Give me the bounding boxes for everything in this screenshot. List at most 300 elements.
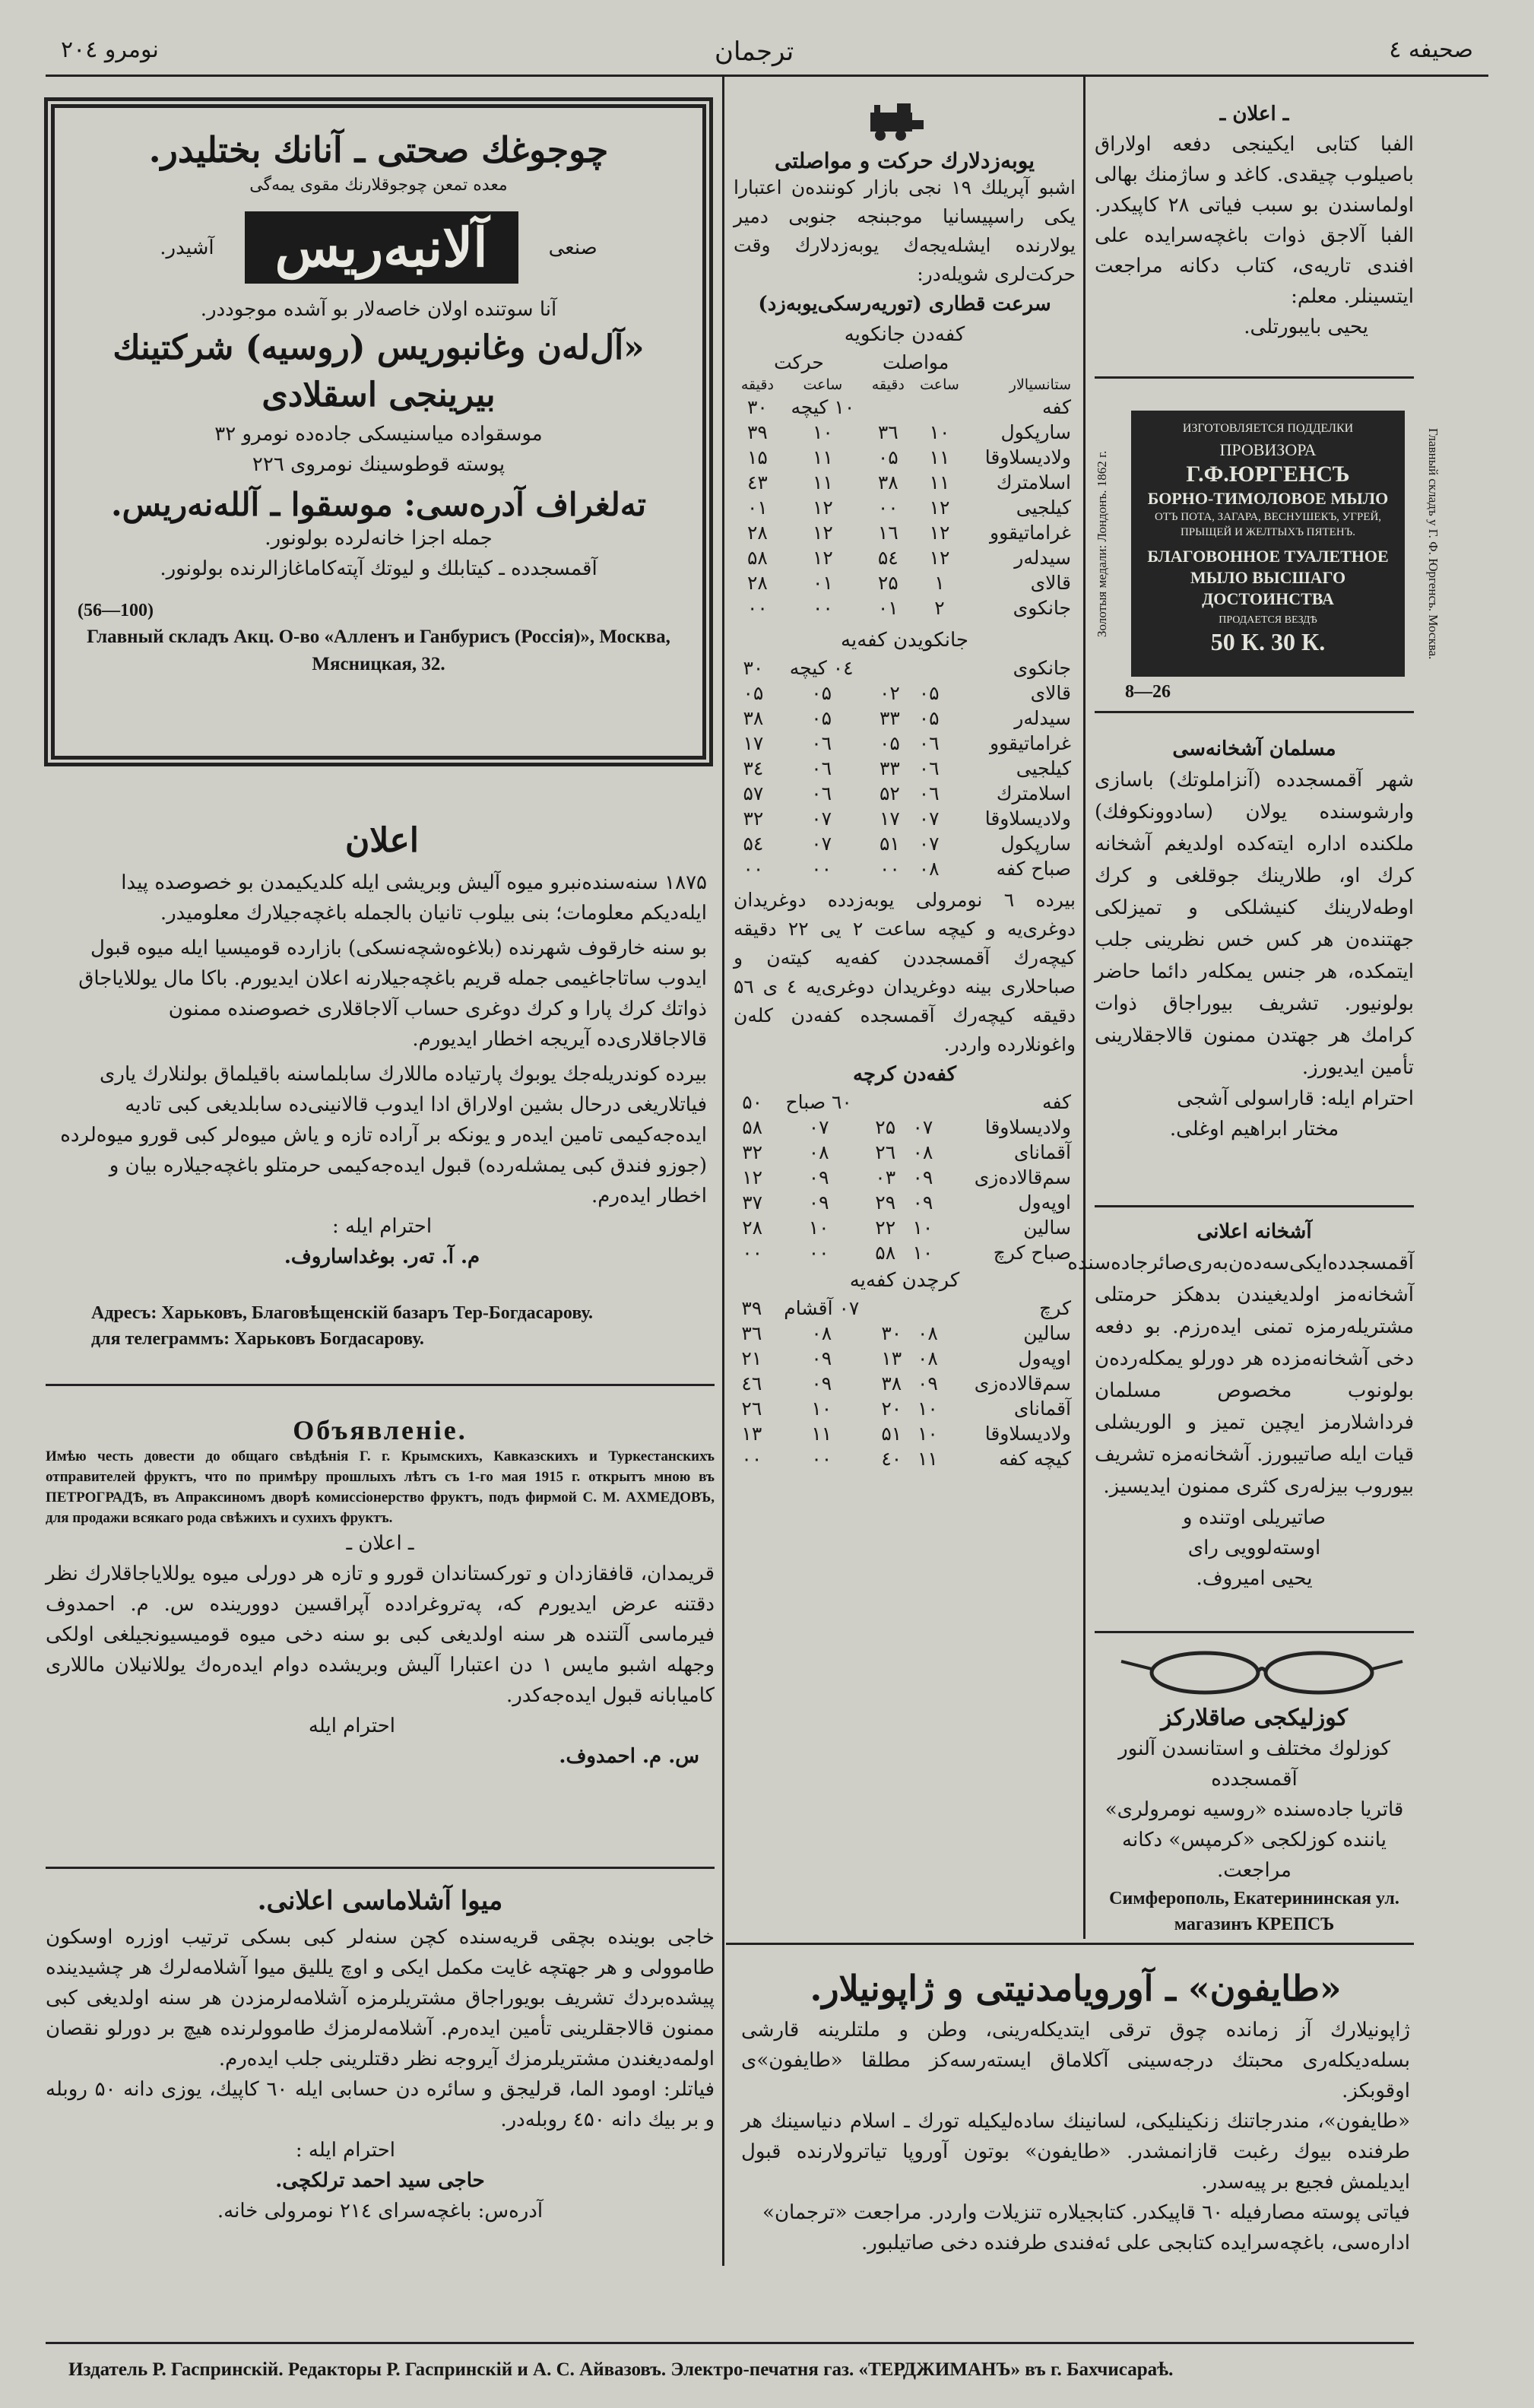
- station-name: اسلامترك: [996, 471, 1071, 493]
- time-cell: ۱۲: [742, 1166, 763, 1188]
- time-cell: [910, 1296, 946, 1321]
- ad-title: کوزلیکجی صاقلارکز: [1160, 1705, 1349, 1731]
- address-2: پوسته قوطوسینك نومرو‌ی ۲۲٦: [252, 453, 506, 476]
- page-header: [46, 29, 1488, 77]
- ad-sign-line: صاتیریلی اوتنده و: [1182, 1506, 1326, 1529]
- ad-alphabet-book: [1095, 99, 1414, 342]
- ad-fruit-grafting: [46, 1886, 715, 2226]
- soap-side-right: Главный складъ у Г. Ф. Юргенсъ. Москва.: [1426, 427, 1441, 660]
- ad-title: آشخانه اعلانی: [1196, 1220, 1312, 1243]
- time-cell: ۱۲: [812, 547, 833, 569]
- station-name: غراماتیقوو: [990, 732, 1071, 754]
- time-cell: ۱۰: [808, 1217, 829, 1239]
- time-cell: ۰۱: [812, 572, 833, 594]
- time-cell: ۵۰: [742, 1091, 763, 1113]
- station-name: ولادیسلاوقا: [984, 1116, 1071, 1138]
- timetable-title: یوبەزدلارك حرکت و مواصلتی: [774, 148, 1035, 173]
- col-hour: ساعت: [920, 376, 959, 393]
- column-rule-left: [722, 76, 724, 2266]
- time-cell: ۳۳: [879, 707, 900, 729]
- time-cell: ۲۹: [875, 1191, 896, 1214]
- brand-label: صنعی: [548, 236, 597, 259]
- time-cell: ۰۰: [743, 858, 764, 880]
- time-cell: ۱۲: [929, 547, 950, 569]
- telegraph-address: تەلغراف آدرەسی: موسقوا ـ آللەنەریس.: [110, 486, 647, 523]
- time-cell: ۰۵: [879, 732, 900, 754]
- time-cell: ۵۱: [881, 1423, 902, 1445]
- timetable-row: [734, 1090, 1076, 1115]
- time-cell: ۲۰: [881, 1398, 902, 1420]
- time-cell: ۰۰: [879, 858, 900, 880]
- time-cell: ۵۸: [875, 1242, 896, 1264]
- timetable-row: [734, 1321, 1076, 1346]
- time-cell: ۱۳: [881, 1347, 902, 1369]
- paper-name: ترجمان: [715, 36, 794, 67]
- timetable-row: [734, 1115, 1076, 1140]
- time-cell: ۳۰: [881, 1322, 902, 1344]
- ad-signature: یحیی امیروف.: [1196, 1567, 1313, 1590]
- column-rule-right: [1083, 76, 1086, 1939]
- address-1: موسقواده میاسنیسکی جاده‌ده نومرو ۳۲: [214, 423, 543, 446]
- time-cell: ۰۷: [918, 833, 940, 855]
- time-cell: ۱: [934, 572, 945, 594]
- time-cell: ۳٦: [877, 421, 899, 443]
- brand-suffix: آشیدر.: [160, 236, 214, 259]
- station-name: سم‌قالاده‌زی: [974, 1166, 1071, 1188]
- time-cell: ۰۵: [918, 707, 940, 729]
- time-cell: ۳٦: [741, 1322, 762, 1344]
- col-arrival: مواصلت: [882, 351, 949, 373]
- timetable-row: [734, 495, 1076, 520]
- time-cell: ۱۳: [741, 1423, 762, 1445]
- train-icon: [867, 97, 927, 143]
- ad-title: «طایفون» ـ آورویامدنیتی و ژاپونیلار.: [810, 1968, 1342, 2009]
- time-cell: ۱۰ کیچه: [791, 396, 855, 418]
- company-name: «آل‌له‌ن وغانبوریس (روسیه) شرکتینك بیرینجی اسقلادی: [113, 328, 645, 414]
- timetable-note: بیرده ٦ نومرولی یوبەزدده دوغریدان دوغری‌یه و کیچه ساعت ۲ یی ۲۲ دقیقه کیچه‌رك آقمسجددن کفه‌یه کیتەن و صباحلاری بینه دوغریدان دوغری‌یه ٤ ی ۵٦ دقیقه کیچه‌رك آقمسجده کفه‌دن کلەن واغونلارده واردر.: [734, 889, 1076, 1055]
- ad-respect: احترام ایله: [308, 1715, 395, 1737]
- station-name: آقمانای: [1013, 1398, 1071, 1420]
- divider: [46, 1867, 715, 1869]
- station-name: کفه: [1042, 396, 1071, 418]
- time-cell: ۱۱: [929, 471, 950, 493]
- time-cell: ۱۱: [812, 446, 833, 468]
- ad-ahmedov: [46, 1414, 715, 1772]
- time-cell: ۰۹: [912, 1166, 933, 1188]
- timetable-row: [734, 1371, 1076, 1396]
- time-cell: ۱۰: [812, 421, 833, 443]
- time-cell: ۰۱: [877, 597, 899, 619]
- ad-title: مسلمان آشخانه‌سی: [1172, 738, 1336, 760]
- timetable-row: [734, 1396, 1076, 1421]
- time-cell: ۰۸: [808, 1141, 829, 1163]
- divider: [726, 1943, 1414, 1945]
- time-cell: ۲٦: [741, 1398, 762, 1420]
- ad-text: قاتریا جاده‌سنده «روسیه نومرولری» یاننده کوزلکجی «کرمپس» دکانه مراجعت.: [1105, 1798, 1404, 1882]
- time-cell: ۰۷ آقشام: [784, 1297, 860, 1319]
- ad-soap: [1131, 411, 1405, 677]
- time-cell: ۳۲: [743, 807, 764, 830]
- ad-paragraph-3: بیرده کوندریلەجك یوبوك پارتیاده ماللارك سابلماسنه باقیلماق بولنلارك یاری فیاتلاریغی درحال بشین اولاراق ادا ایدوب قالانینی‌ده سابلدیغی کبی تادیه ایده‌جه‌کیمی تامین ایدەر و یونکه بر آراده تازه و یاش میوه‌لر کبی قورو میوه‌لرده (جوزو فندق کبی یمشله‌ر‌ده) قبول ایده‌جه‌کیمی حرمتلو باغچه‌جیلارە بیان و اخطار ایدەرم.: [60, 1063, 707, 1207]
- time-cell: ۰۰: [742, 1242, 763, 1264]
- russian-telegram: для телеграммъ: Харьковъ Богдасарову.: [91, 1329, 424, 1349]
- time-cell: ۰۹: [912, 1191, 933, 1214]
- ad-shop-ru: магазинъ КРЕПСЪ: [1174, 1915, 1335, 1934]
- ad-paragraph-1: ۱۸۷۵ سنەسندەنبرو میوه آلیش وبریشی ایله کلدیکیمدن بو خصوصده پیدا ایله‌دیکم معلومات؛ بنی بیلوب تانیان بالجمله باغچه‌جیلارك معلومیدر.: [121, 871, 707, 925]
- timetable-row: [734, 856, 1076, 881]
- ad-line4: جمله اجزا خانه‌لرده بولونور.: [265, 527, 493, 550]
- timetable-row: [734, 655, 1076, 681]
- ad-text-russian: Имѣю честь довести до общаго свѣдѣнія Г. г. Крымскихъ, Кавказскихъ и Туркестанскихъ отправителей фруктъ, что по примѣру прошлыхъ лѣтъ съ 1-го мая 1915 г. открытъ мною въ ПЕТРОГРАДѢ, въ Апраксиномъ дворѣ комиссіонерство фруктъ, подъ фирмой С. М. АХМЕДОВЪ, для продажи всякаго рода свѣжихъ и сухихъ фруктъ.: [46, 1448, 715, 1526]
- ad-paragraph-3: فیاتی پوسته مصارفیله ٦۰ قاپیکدر. کتابجیلارە تنزیلات واردر. مراجعت «ترجمان»: [762, 2201, 1410, 2224]
- footer-imprint: Издатель Р. Гаспринскій. Редакторы Р. Гаспринскій и А. С. Айвазовъ. Электро-печатня газ. «ТЕРДЖИМАНЪ» въ г. Бахчисараѣ.: [68, 2359, 1174, 2380]
- station-name: سیدلەر: [1014, 547, 1071, 569]
- timetable-row: [734, 1421, 1076, 1446]
- timetable-row: [734, 395, 1076, 420]
- time-cell: ۱۰: [917, 1423, 938, 1445]
- station-name: سیدلەر: [1014, 707, 1071, 729]
- time-cell: ۰٦: [811, 757, 832, 779]
- time-cell: ۲۲: [875, 1217, 896, 1239]
- timetable-row: [734, 420, 1076, 445]
- time-cell: ۰٤ کیچه: [789, 657, 854, 679]
- time-cell: ۱۰: [912, 1242, 933, 1264]
- route-jankoy-kefe: جانکویدن کفه‌یه: [841, 629, 968, 652]
- time-cell: ۰۹: [917, 1372, 938, 1394]
- station-name: قالای: [1030, 572, 1071, 594]
- time-cell: ۰۱: [746, 497, 768, 519]
- ad-allenburys: [44, 97, 713, 766]
- ad-boghdasarov: [57, 821, 707, 1272]
- time-cell: ۰۸: [917, 1322, 938, 1344]
- time-cell: ۱۰: [929, 421, 950, 443]
- station-name: سم‌قالاده‌زی: [974, 1372, 1071, 1394]
- route-kefe-jankoy: کفه‌دن جانکویه: [844, 323, 965, 346]
- ad-sign-line: اوستەلوویی رای: [1187, 1537, 1321, 1559]
- station-name: کیلجیی: [1016, 497, 1071, 519]
- ad-paragraph-4: اداره‌سی، باغچه‌سرایده کتابجی علی ئەفندی طرفنده دخی صاتیلبور.: [860, 2232, 1410, 2254]
- ad-canteen: [1067, 1217, 1414, 1594]
- time-cell: ۰۲: [879, 682, 900, 704]
- time-cell: ۰۰: [741, 1448, 762, 1470]
- ad-code: (56—100): [78, 601, 154, 620]
- col-hour: ساعت: [803, 376, 843, 393]
- time-cell: ۰۹: [811, 1372, 832, 1394]
- station-name: اوپەول: [1018, 1347, 1071, 1369]
- ad-title: میوا آشلاماسی اعلانی.: [257, 1886, 503, 1916]
- timetable-row: [734, 1446, 1076, 1471]
- timetable-row: [734, 1346, 1076, 1371]
- timetable-row: [734, 570, 1076, 595]
- ad-respect: احترام ایله: قاراسولی آشجی: [1177, 1087, 1414, 1110]
- time-cell: ۱۰: [912, 1217, 933, 1239]
- time-cell: ٦۰ صباح: [785, 1091, 852, 1113]
- timetable-row: [734, 806, 1076, 831]
- ad-address-russian: [91, 1300, 699, 1352]
- station-name: غراماتیقوو: [990, 522, 1071, 544]
- time-cell: ۵۱: [879, 833, 900, 855]
- soap-line: ПРОВИЗОРА: [1219, 440, 1317, 459]
- timetable-row: [734, 1165, 1076, 1190]
- time-cell: ۲٦: [875, 1141, 896, 1163]
- ad-subline: معده تمعن چوجوقلارنك مقوی یمه‌گی: [249, 176, 508, 195]
- divider: [1095, 711, 1414, 713]
- station-name: صباح کفه: [996, 858, 1071, 880]
- time-cell: ۳۰: [743, 657, 764, 679]
- time-cell: ۲۵: [877, 572, 899, 594]
- ad-title: ـ اعلان ـ: [1219, 103, 1289, 125]
- time-cell: ۰٦: [918, 782, 940, 804]
- divider: [1095, 1631, 1414, 1633]
- time-cell: ۳۹: [746, 421, 768, 443]
- timetable-jankoy-kefe: [734, 655, 1076, 881]
- time-cell: ۰۵: [743, 682, 764, 704]
- route-kefe-kerch: کفه‌دن کرچه: [853, 1063, 956, 1086]
- soap-line: ИЗГОТОВЛЯЕТСЯ ПОДДЕЛКИ: [1182, 422, 1354, 435]
- time-cell: ۰۵: [918, 682, 940, 704]
- time-cell: ٤۰: [881, 1448, 902, 1470]
- time-cell: ۰۹: [811, 1347, 832, 1369]
- station-name: سارپکول: [1000, 421, 1071, 443]
- time-cell: ۰۰: [811, 1448, 832, 1470]
- time-cell: ۰۵: [811, 707, 832, 729]
- time-cell: ۰۷: [918, 807, 940, 830]
- station-name: سارپکول: [1000, 833, 1071, 855]
- time-cell: ۲۱: [741, 1347, 762, 1369]
- timetable-row: [734, 731, 1076, 756]
- time-cell: ۱۱: [929, 446, 950, 468]
- time-cell: ۳۷: [742, 1191, 763, 1214]
- station-name: صباح کرچ: [993, 1242, 1071, 1264]
- ad-subtitle: ـ اعلان ـ: [346, 1532, 414, 1555]
- time-cell: ۵٤: [743, 833, 764, 855]
- time-cell: ۱۲: [929, 497, 950, 519]
- time-cell: ۰٦: [918, 732, 940, 754]
- station-name: ولادیسلاوقا: [984, 807, 1071, 830]
- ad-signature: س. م. احمدوف.: [559, 1745, 699, 1768]
- timetable-row: [734, 1140, 1076, 1165]
- time-cell: ۰۸: [912, 1141, 933, 1163]
- ad-line3: آنا سوتنده اولان خاصه‌لار بو آشده موجوددر.: [200, 298, 557, 321]
- col-departure: حرکت: [774, 351, 824, 373]
- station-name: آقمانای: [1013, 1141, 1071, 1163]
- time-cell: ۵۸: [742, 1116, 763, 1138]
- ad-paragraph-2: «طایفون»، مندرجاتنك زنکینلیکی، لسانینك ساده‌لیکیله تورك ـ اسلام دنیاسینك هر طرفنده بیوك رغبت قازانمشدر. «طایفون» بوتون آوروپا تیاترولارنده قبول ایدیلمش فجیع بر پیەسدر.: [741, 2110, 1410, 2194]
- soap-product: БОРНО-ТИМОЛОВОЕ МЫЛО: [1147, 489, 1389, 508]
- station-name: سالین: [1023, 1322, 1071, 1344]
- station-name: ولادیسلاوقا: [984, 446, 1071, 468]
- time-cell: ۵٤: [877, 547, 899, 569]
- time-cell: ۵۲: [879, 782, 900, 804]
- station-name: کیچه کفه: [999, 1448, 1071, 1470]
- time-cell: ۰۰: [811, 858, 832, 880]
- time-cell: ۰۷: [811, 807, 832, 830]
- ad-paragraph-1: ژاپونیلارك آز زمانده چوق ترقی ایتدیکلەرینی، وطن و ملتلرینه قارشی بسله‌دیکلەری محبتك درجه‌سینی آکلاماق ایستەرسه‌کز مطلقا «طایفون»ی اوقوبکز.: [741, 2019, 1410, 2102]
- soap-brand: Г.Ф.ЮРГЕНСЪ: [1186, 462, 1350, 487]
- footer-rule: [46, 2342, 1414, 2344]
- ad-signature: مختار ابراهیم اوغلی.: [1169, 1118, 1339, 1141]
- ad-taifun: [741, 1962, 1410, 2258]
- ad-respect: احترام ایله :: [331, 1215, 433, 1238]
- time-cell: ۰۹: [808, 1166, 829, 1188]
- russian-address: Адресъ: Харьковъ, Благовѣщенскій базаръ Тер-Богдасарову.: [91, 1303, 594, 1323]
- ad-text: الفبا کتابی ایکینجی دفعه اولاراق باصیلوب چیقدی. کاغد و ساژمنك بهالی اولماسندن بو سبب فیاتی ۲۸ کاپیکدر. الفبا آلاجق ذوات باغچه‌سرایده علی افندی تاریه‌ی، کتاب دکانه مراجعت ایتسینلر. معلم:: [1095, 133, 1414, 308]
- time-cell: ۰۸: [811, 1322, 832, 1344]
- time-cell: ۱۲: [929, 522, 950, 544]
- ad-optician: [1095, 1703, 1414, 1937]
- time-cell: ۱۰: [917, 1398, 938, 1420]
- page-number: صحیفه ٤: [1389, 36, 1473, 63]
- ad-text: آقمسجدده‌ایکی‌سه‌دەن‌بەری‌صائرجاده‌سنده آشخانه‌مز اولدیغیندن بدهکز حرمتلی مشتریلەرمزه تمنی ایدەرزم. بو دفعه دخی آشخانه‌مزده هر دورلو یمکلەردەن بولونوب مخصوص مسلمان فرداشلارمز ایچین تمیز و الوریشلی قیات ایله صاتیبورز. آشخانه‌مزه تشریف بیوروب بیزلەری کثری ممنون ایدیسیز.: [1067, 1252, 1414, 1498]
- time-cell: ۰۰: [877, 497, 899, 519]
- time-cell: ۱۷: [879, 807, 900, 830]
- timetable-intro: اشبو آپریلك ۱۹ نجی بازار کونندەن اعتبارا یکی راسپیسانیا موجبنجه جنوبی دمیر یولارنده ایشله‌یجه‌ك یوبەزدلارك وقت حرکت‌لری شویله‌در:: [734, 176, 1076, 285]
- time-cell: ۰۵: [877, 446, 899, 468]
- ad-paragraph-2: فیاتلر: اومود الما، قرلیجق و سائره دن حسابی ایله ٦۰ کاپیك، یوزی دانه ۵۰ روبله و بر بیك دانه ٤۵۰ روبله‌در.: [46, 2078, 715, 2131]
- time-cell: ۰٦: [811, 732, 832, 754]
- time-cell: ۱۲: [812, 497, 833, 519]
- timetable-row: [734, 756, 1076, 781]
- divider: [1095, 376, 1414, 379]
- station-name: کرچ: [1039, 1297, 1071, 1319]
- timetable-row: [734, 545, 1076, 570]
- train-timetable: [734, 148, 1076, 1471]
- time-cell: ۱۱: [812, 471, 833, 493]
- time-cell: ۱۱: [917, 1448, 938, 1470]
- divider: [46, 1384, 715, 1386]
- soap-line: ОТЪ ПОТА, ЗАГАРА, ВЕСНУШЕКЪ, УГРЕЙ, ПРЫЩЕЙ И ЖЕЛТЫХЪ ПЯТЕНЪ.: [1154, 511, 1382, 538]
- ad-text: شهر آقمسجدده (آنزاملوتك) باسازی وارشوسنده یولان (سادوونکوفك) ملکنده اداره ایتەکده اولدیغم آشخانه کرك او، طلارینك جوقلغی و کرك اوطه‌لارینك کنیشلکی و تمیزلکی جهتندەن هر کس خس نظرینی جلب ایتمکده، هر جنس یمکلەر دائما حاضر بولونیور. تشریف بیوراجاق ذوات کرامك هر جهتدن ممنون قالاجقلارینی تأمین ایدیورز.: [1095, 769, 1414, 1079]
- ad-muslim-canteen: [1095, 734, 1414, 1144]
- station-name: سالین: [1023, 1217, 1071, 1239]
- issue-number: نومرو ۲۰٤: [61, 36, 159, 63]
- ad-title-russian: Объявленіе.: [293, 1415, 467, 1445]
- station-name: جانکوی: [1013, 657, 1071, 679]
- ad-line5: آقمسجدده ـ کیتابلك و لیوتك آپتەکاماغازالرنده بولونور.: [160, 557, 597, 580]
- ad-headline: چوجوغك صحتی ـ آنانك بختلیدر.: [148, 129, 609, 170]
- time-cell: ۲: [934, 597, 945, 619]
- ad-russian: Главный складъ Акц. О-во «Алленъ и Ганбурисъ (Россія)», Москва, Мясницкая, 32.: [87, 627, 670, 674]
- time-cell: ۰۳: [875, 1166, 896, 1188]
- ad-signature: یحیی بایبورتلی.: [1244, 316, 1368, 338]
- time-cell: ۰۸: [917, 1347, 938, 1369]
- time-cell: ۰۷: [811, 833, 832, 855]
- timetable-row: [734, 681, 1076, 706]
- time-cell: [873, 1296, 910, 1321]
- brand-row: [78, 211, 680, 284]
- timetable-row: [734, 781, 1076, 806]
- time-cell: ۱٦: [877, 522, 899, 544]
- brand-logo: آلانبه‌ریس: [245, 211, 518, 284]
- ad-paragraph-1: خاجی بوینده بچقی قریه‌سنده کچن سنەلر کبی بسکی ترتیب اوزره اوسکون طاموولی و هر جهتچه غایت مکمل ایکی و اوچ یللیق میوا آشلامه‌لرك هر چشیدینده پیشده‌بردك تشریف بویوراجاق مشتریلرمزه آشلامه‌لرمزدن هر سنه اولدیغی کبی ممنون قالاجقلرینی تأمین ایدەرم. آشلامه‌لرمزك طاموولرنده هیچ بر دورلو نقصان اولمه‌دیغندن مشتریلرمزك آیروجه نظر دقتلرینی جلب ایدەرم.: [46, 1926, 715, 2070]
- ad-address-ru: Симферополь, Екатерининская ул.: [1109, 1889, 1399, 1908]
- time-cell: ۲۸: [746, 522, 768, 544]
- timetable-kerch-kefe: [734, 1296, 1076, 1471]
- col-minute: دقیقه: [871, 376, 905, 393]
- time-cell: ۳٤: [743, 757, 764, 779]
- time-cell: ۱۵: [746, 446, 768, 468]
- time-cell: ۱۱: [811, 1423, 832, 1445]
- timetable-row: [734, 1215, 1076, 1240]
- timetable-row: [734, 831, 1076, 856]
- time-cell: ۳۸: [743, 707, 764, 729]
- station-name: قالای: [1030, 682, 1071, 704]
- eyeglasses-icon: [1117, 1646, 1406, 1699]
- soap-side-left: Золотыя медали: Лондонъ. 1862 г.: [1095, 450, 1109, 637]
- timetable-row: [734, 595, 1076, 620]
- soap-tagline: БЛАГОВОННОЕ ТУАЛЕТНОЕ МЫЛО ВЫСШАГО ДОСТОИНСТВА: [1147, 547, 1389, 608]
- timetable-row: [734, 470, 1076, 495]
- ad-address: آدرەس: باغچه‌سرای ۲۱٤ نومرولی خانه.: [217, 2200, 544, 2222]
- soap-line: ПРОДАЕТСЯ ВЕЗДѢ: [1219, 614, 1317, 626]
- timetable-row: [734, 520, 1076, 545]
- col-minute: دقیقه: [740, 376, 774, 393]
- timetable-row: [734, 706, 1076, 731]
- time-cell: ۰۸: [918, 858, 940, 880]
- time-cell: ۳۹: [741, 1297, 762, 1319]
- time-cell: ۵۸: [746, 547, 768, 569]
- time-cell: ۱۰: [811, 1398, 832, 1420]
- time-cell: [870, 655, 909, 681]
- divider: [1095, 1205, 1414, 1207]
- time-cell: ۳۰: [746, 396, 768, 418]
- time-cell: ۰۹: [808, 1191, 829, 1214]
- station-name: جانکوی: [1013, 597, 1071, 619]
- timetable-kefe-jankoy: [734, 350, 1076, 620]
- time-cell: ۲۸: [742, 1217, 763, 1239]
- time-cell: ۰٦: [811, 782, 832, 804]
- time-cell: ۰۵: [811, 682, 832, 704]
- time-cell: ۳۳: [879, 757, 900, 779]
- express-label: سرعت قطاری (توریه‌رسکی‌یوبه‌زد): [758, 293, 1051, 316]
- ad-paragraph-2: بو سنه خارقوف شهرنده (بلاغوه‌شچه‌نسکی) بازارده قومیسیا ایله میوه قبول ایدوب ساتاجاغیمی جمله قریم باغچه‌جیلارنه اعلان ایدیورم. باکا مال یوللایاجاق ذواتك کرك پارا و کرك دوغری حساب آلاجاقلاری خصوصنده ممنون قالاجاقلاری‌ده آیریجه اخطار ایدیورم.: [78, 937, 707, 1051]
- time-cell: [909, 655, 949, 681]
- station-name: اوپەول: [1018, 1191, 1071, 1214]
- time-cell: ۳۸: [877, 471, 899, 493]
- time-cell: ۳۸: [881, 1372, 902, 1394]
- station-name: اسلامترك: [996, 782, 1071, 804]
- time-cell: ٤۳: [746, 471, 768, 493]
- route-kerch-kefe: کرچدن کفه‌یه: [849, 1269, 960, 1292]
- timetable-row: [734, 445, 1076, 470]
- time-cell: ۲۵: [875, 1116, 896, 1138]
- ad-text: قریمدان، قافقازدان و تورکستاندان قورو و تازه هر دورلی میوه یوللایاجاقلارك نظر دقتنه عرض ایدیورم که، پەتروغرادده آپراقسین دوورینده س. م. احمدوف فیرماسی آلتنده هر سنه اولدیغی کبی بو سنه دخی میوه قومیسیونجیلغی اولکی وجهله اشبو مایس ۱ دن اعتبارا آلیش وبریشده دوام ایدەرەك یوللانیلان ماللاری کامیابانه قبول ایده‌جه‌کدر.: [46, 1563, 715, 1707]
- time-cell: ۰۷: [912, 1116, 933, 1138]
- time-cell: ۰۷: [808, 1116, 829, 1138]
- time-cell: ۰۰: [746, 597, 768, 619]
- time-cell: [904, 1090, 941, 1115]
- time-cell: ۵۷: [743, 782, 764, 804]
- timetable-row: [734, 1190, 1076, 1215]
- station-name: کفه: [1042, 1091, 1071, 1113]
- station-name: ولادیسلاوقا: [984, 1423, 1071, 1445]
- time-cell: ۲۸: [746, 572, 768, 594]
- time-cell: [867, 1090, 904, 1115]
- time-cell: ۱۷: [743, 732, 764, 754]
- ad-respect: احترام ایله :: [295, 2139, 395, 2162]
- ad-title: اعلان: [344, 821, 420, 860]
- timetable-kefe-kerch: [734, 1090, 1076, 1265]
- time-cell: ٤٦: [741, 1372, 762, 1394]
- timetable-row: [734, 1296, 1076, 1321]
- time-cell: ۱۲: [812, 522, 833, 544]
- time-cell: [912, 395, 968, 420]
- ad-subtitle: کوزلوك مختلف و استانسدن آلنور آقمسجدده: [1118, 1737, 1390, 1791]
- time-cell: ۰۰: [808, 1242, 829, 1264]
- soap-prices: 50 К. 30 К.: [1210, 628, 1326, 655]
- time-cell: ۳۲: [742, 1141, 763, 1163]
- ad-signature: حاجی سید احمد ترلکچی.: [275, 2169, 485, 2192]
